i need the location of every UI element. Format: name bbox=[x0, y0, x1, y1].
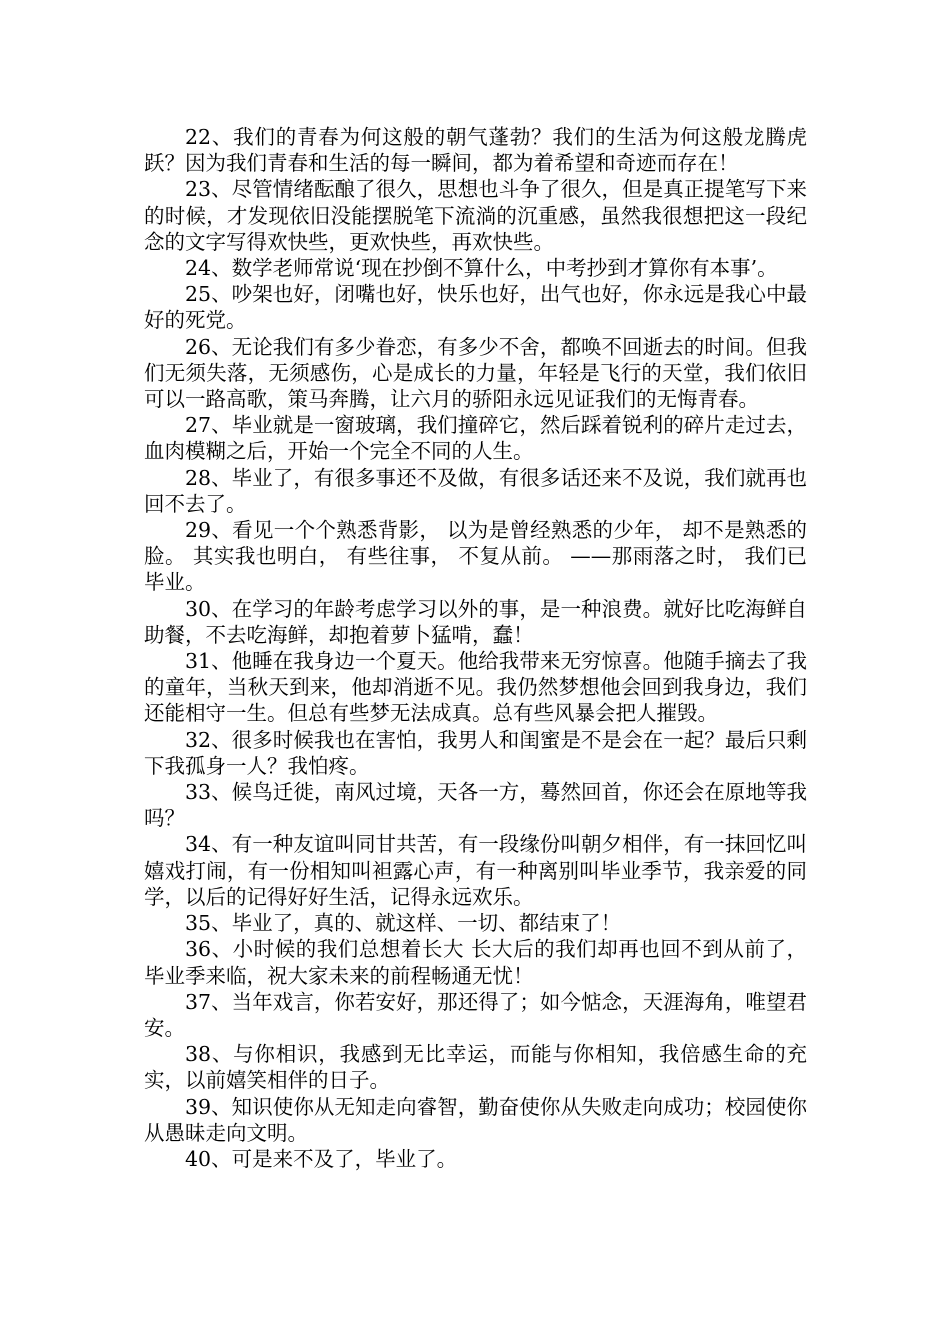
paragraph-34: 34、有一种友谊叫同甘共苦，有一段缘份叫朝夕相伴，有一抹回忆叫嬉戏打闹，有一份相知叫袒露心声，有一种离别叫毕业季节，我亲爱的同学，以后的记得好好生活，记得永远欢乐。 bbox=[144, 832, 807, 909]
paragraph-22: 22、我们的青春为何这般的朝气蓬勃？我们的生活为何这般龙腾虎跃？因为我们青春和生活的每一瞬间，都为着希望和奇迹而存在！ bbox=[144, 125, 807, 176]
paragraph-24: 24、数学老师常说‘现在抄倒不算什么，中考抄到才算你有本事’。 bbox=[185, 256, 778, 281]
paragraph-40: 40、可是来不及了，毕业了。 bbox=[185, 1146, 458, 1171]
paragraph-39: 39、知识使你从无知走向睿智，勤奋使你从失败走向成功；校园使你从愚昧走向文明。 bbox=[144, 1094, 807, 1145]
paragraph-30: 30、在学习的年龄考虑学习以外的事，是一种浪费。就好比吃海鲜自助餐，不去吃海鲜，却抱着萝卜猛啃，蠢！ bbox=[144, 596, 807, 647]
paragraph-37: 37、当年戏言，你若安好，那还得了；如今惦念，天涯海角，唯望君安。 bbox=[144, 989, 807, 1040]
paragraph-25: 25、吵架也好，闭嘴也好，快乐也好，出气也好，你永远是我心中最好的死党。 bbox=[144, 282, 807, 333]
paragraph-35: 35、毕业了，真的、就这样、一切、都结束了！ bbox=[185, 911, 622, 936]
paragraph-23: 23、尽管情绪酝酿了很久，思想也斗争了很久，但是真正提笔写下来的时候，才发现依旧没能摆脱笔下流淌的沉重感，虽然我很想把这一段纪念的文字写得欢快些，更欢快些，再欢快些。 bbox=[144, 177, 807, 254]
paragraph-28: 28、毕业了，有很多事还不及做，有很多话还来不及说，我们就再也回不去了。 bbox=[144, 465, 807, 516]
document-body bbox=[144, 124, 807, 1172]
paragraph-26: 26、无论我们有多少眷恋，有多少不舍，都唤不回逝去的时间。但我们无须失落，无须感伤，心是成长的力量，年轻是飞行的天堂，我们依旧可以一路高歌，策马奔腾，让六月的骄阳永远见证我们的无悔青春。 bbox=[144, 334, 807, 412]
paragraph-27: 27、毕业就是一窗玻璃，我们撞碎它，然后踩着锐利的碎片走过去，血肉模糊之后，开始一个完全不同的人生。 bbox=[144, 413, 807, 464]
paragraph-31: 31、他睡在我身边一个夏天。他给我带来无穷惊喜。他随手摘去了我的童年，当秋天到来，他却消逝不见。我仍然梦想他会回到我身边，我们还能相守一生。但总有些梦无法成真。总有些风暴会把人摧毁。 bbox=[144, 649, 807, 726]
paragraph-36: 36、小时候的我们总想着长大 长大后的我们却再也回不到从前了，毕业季来临，祝大家未来的前程畅通无忧！ bbox=[144, 937, 807, 988]
paragraph-29: 29、看见一个个熟悉背影， 以为是曾经熟悉的少年， 却不是熟悉的脸。 其实我也明白， 有些往事， 不复从前。 ——那雨落之时， 我们已毕业。 bbox=[144, 518, 807, 595]
paragraph-38: 38、与你相识，我感到无比幸运，而能与你相知，我倍感生命的充实，以前嬉笑相伴的日子。 bbox=[144, 1042, 807, 1093]
paragraph-33: 33、候鸟迁徙，南风过境，天各一方，蓦然回首，你还会在原地等我吗？ bbox=[144, 780, 807, 831]
paragraph-32: 32、很多时候我也在害怕，我男人和闺蜜是不是会在一起？最后只剩下我孤身一人？我怕疼。 bbox=[144, 727, 807, 778]
